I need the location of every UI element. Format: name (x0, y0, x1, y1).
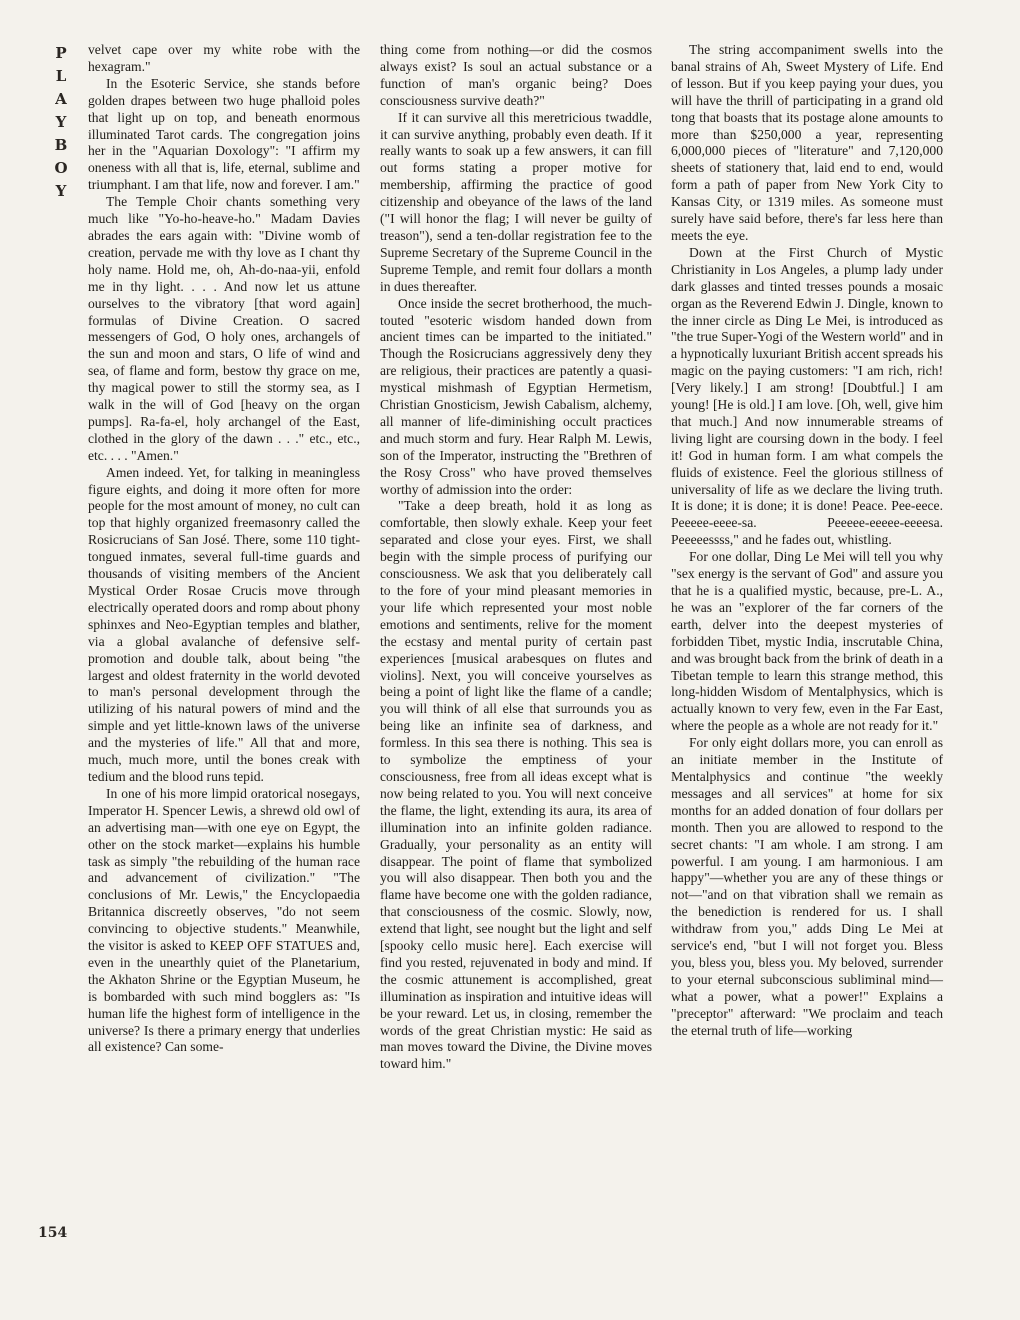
paragraph: "Take a deep breath, hold it as long as comfortable, then slowly exhale. Keep your feet separated and close your eyes. First, we shall begin with the simple process of purifying our consciousness. We ask that you deliberately call to the fore of your mind pleasant memories in your life which represented your most noble emotions and sentiments, relive for the moment the ecstasy and mental purity of certain past experiences [musical arabesques on flutes and violins]. Next, you will conceive yourselves as being a point of light like the flame of a candle; you will think of all else that surrounds you as being like an infinite sea of darkness, and formless. In this sea there is nothing. This sea is to symbolize the emptiness of your consciousness, free from all ideas except what is now being related to you. You will next conceive the flame, the light, extending its aura, its area of illumination into an infinite golden radiance. Gradually, your personality as an entity will disappear. The point of flame that symbolized you will also disappear. Then both you and the flame have become one with the golden radiance, that consciousness of the cosmic. Slowly, now, extend that light, see nought but the light and self [spooky cello music here]. Each exercise will find you rested, rejuvenated in body and mind. If the cosmic attunement is accomplished, great illumination as inspiration and intuitive ideas will be your reward. Let us, in closing, remember the words of the great Christian mystic: He said as man moves toward the Divine, the Divine moves toward him." (380, 498, 652, 1072)
paragraph: For only eight dollars more, you can enroll as an initiate member in the Institute of Mentalphysics and continue "the weekly messages and all services" at home for six months for an added donation of four dollars per month. Then you are allowed to respond to the secret chants: "I am whole. I am strong. I am powerful. I am young. I am harmonious. I am happy"—whether you are any of these things or not—"and on that vibration shall we remain as the benediction is rendered for us. I shall withdraw from you," adds Ding Le Mei at service's end, "but I will not forget you. Bless you, bless you, bless you. My beloved, surrender to your eternal subconscious subliminal mind—what a power, what a power!" Explains a "preceptor" afterward: "We proclaim and teach the eternal truth of life—working (671, 735, 943, 1038)
paragraph: Amen indeed. Yet, for talking in meaningless figure eights, and doing it more often for more people for the most amount of money, no cult can top that highly organized freemasonry called the Rosicrucians of San José. There, some 110 tight-tongued inmates, several full-time guards and thousands of visiting members of the Ancient Mystical Order Rosae Crucis move through electrically operated doors and romp about phony sphinxes and Neo-Egyptian temples and blather, via a global avalanche of defensive self-promotion and double talk, about being "the largest and oldest fraternity in the world devoted to man's personal development through the utilizing of his natural powers of mind and the simple and yet little-known laws of the universe and the mysteries of life." All that and more, much, much more, until the bones creak with tedium and the blood runs tepid. (88, 464, 360, 784)
paragraph: Down at the First Church of Mystic Christianity in Los Angeles, a plump lady under dark glasses and tinted tresses pounds a mosaic organ as the Reverend Edwin J. Dingle, known to the inner circle as Ding Le Mei, is introduced as "the true Super-Yogi of the Western world" and in a hypnotically luxuriant British accent spreads his magic on the paying customers: "I am rich, rich! [Very likely.] I am strong! [Doubtful.] I am young! [He is old.] I am love. [Oh, well, give him that much.] And now innumerable streams of living light are coursing down in the body. I feel it! God in human form. I am what compels the fluids of existence. Feel the glorious stillness of universality of life as we declare the living truth. It is done; it is done; it is done! Peace. Pee-eece. Peeeee-eeee-sa. Peeeee-eeeee-eeeesa. Peeeeessss," and he fades out, whistling. (671, 244, 943, 548)
paragraph: The Temple Choir chants something very much like "Yo-ho-heave-ho." Madam Davies abrades the ears again with: "Divine womb of creation, pervade me with thy love as I chant thy holy name. Hold me, oh, Ah-do-naa-yii, enfold me in thy light. . . . And now let us attune ourselves to the vibratory [that word again] formulas of Divine Creation. O sacred messengers of God, O holy ones, archangels of the sun and moon and stars, O life of wind and sea, of flame and form, bestow thy grace on me, thy magical power to still the stormy sea, as I walk in the will of God [heavy on the organ pumps]. Ra-fa-el, holy archangel of the East, clothed in the glory of the dawn . . ." etc., etc., etc. . . . "Amen." (88, 194, 360, 463)
text-column-2 (380, 42, 652, 1073)
paragraph: If it can survive all this meretricious twaddle, it can survive anything, probably even death. If it really wants to soak up a few answers, it can fill out forms stating a proper motive for membership, affirming the practice of good citizenship and obeyance of the laws of the land ("I will honor the flag; I will never be guilty of treason"), send a ten-dollar registration fee to the Supreme Secretary of the Supreme Council in the Supreme Temple, and remit four dollars a month in dues thereafter. (380, 109, 652, 294)
paragraph: In the Esoteric Service, she stands before golden drapes between two huge phalloid poles that light up on top, and beneath enormous illuminated Tarot cards. The congregation joins her in the "Aquarian Doxology": "I affirm my oneness with all that is, life, eternal, sublime and triumphant. I am that life, now and forever. I am." (88, 75, 360, 193)
paragraph: In one of his more limpid oratorical nosegays, Imperator H. Spencer Lewis, a shrewd old owl of an advertising man—with one eye on Egypt, the other on the stock market—explains his humble task as simply "the rebuilding of the human race and advancement of civilization." "The conclusions of Mr. Lewis," the Encyclopaedia Britannica discreetly observes, "do not seem convincing to objective students." Meanwhile, the visitor is asked to KEEP OFF STATUES and, even in the unearthly quiet of the Planetarium, the Akhaton Shrine or the Egyptian Museum, he is bombarded with such mind bogglers as: "Is human life the highest form of intelligence in the universe? Is there a primary energy that underlies all existence? Can some- (88, 785, 360, 1055)
magazine-masthead: P L A Y B O Y (54, 44, 68, 200)
paragraph: Once inside the secret brotherhood, the much-touted "esoteric wisdom handed down from ancient times can be imparted to the initiated." Though the Rosicrucians aggressively deny they are religious, their practices are patently a quasi-mystical mishmash of Egyptian Hermetism, Christian Gnosticism, Jewish Cabalism, alchemy, all manner of life-diminishing occult practices and much storm and fury. Hear Ralph M. Lewis, son of the Imperator, instructing the "Brethren of the Rosy Cross" who have proved themselves worthy of admission into the order: (380, 295, 652, 497)
text-column-1 (88, 42, 360, 1056)
paragraph: velvet cape over my white robe with the hexagram." (88, 42, 360, 74)
paragraph: thing come from nothing—or did the cosmos always exist? Is soul an actual substance or a function of man's organic being? Does consciousness survive death?" (380, 42, 652, 108)
paragraph: The string accompaniment swells into the banal strains of Ah, Sweet Mystery of Life. End of lesson. But if you keep paying your dues, you will have the thrill of participating in a grand old tong that boasts that its postage alone amounts to more than $250,000 a year, representing 6,000,000 pieces of "literature" and 7,120,000 sheets of stationery that, laid end to end, would form a path of paper from New York City to Kansas City, or 1319 miles. As someone must surely have said before, there's far less here than meets the eye. (671, 42, 943, 243)
page-number: 154 (38, 1225, 68, 1241)
text-column-3 (671, 42, 943, 1039)
paragraph: For one dollar, Ding Le Mei will tell you why "sex energy is the servant of God" and assure you that he is a qualified mystic, because, pre-L. A., he was an "explorer of the far corners of the earth, delver into the deepest mysteries of forbidden Tibet, mystic India, inscrutable China, and was brought back from the brink of death in a Tibetan temple to learn this strange method, this long-hidden Wisdom of Mentalphysics, which is actually known to very few, even in the Far East, where the people as a whole are not ready for it." (671, 549, 943, 734)
